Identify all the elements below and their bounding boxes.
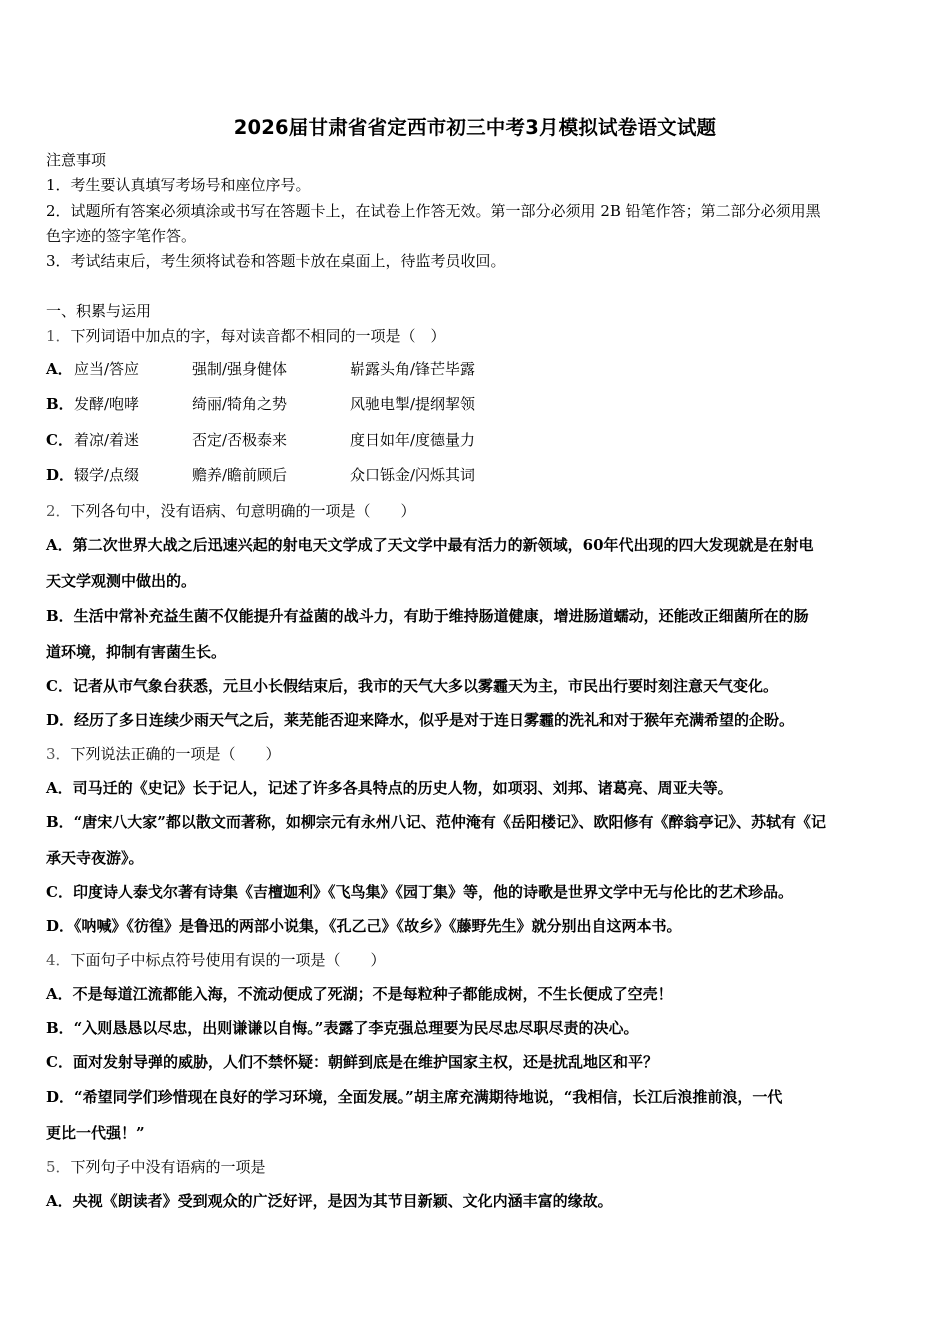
question-number: 3． xyxy=(46,745,71,763)
notice-item: 1．考生要认真填写考场号和座位序号。 xyxy=(46,176,311,194)
option-line[interactable]: B．生活中常补充益生菌不仅能提升有益菌的战斗力，有助于维持肠道健康，增进肠道蠕动，还能改正细菌所在的肠 xyxy=(46,607,809,625)
question-number: 1． xyxy=(46,327,71,345)
option-line: 更比一代强！” xyxy=(46,1124,145,1142)
page-title: 2026届甘肃省省定西市初三中考3月模拟试卷语文试题 xyxy=(233,116,717,139)
question-text: 下列句子中没有语病的一项是 xyxy=(70,1158,266,1176)
option-word: 强制/强身健体 xyxy=(192,360,288,378)
option-line: 道环境，抑制有害菌生长。 xyxy=(46,643,227,661)
option-word: 发酵/咆哮 xyxy=(74,395,140,413)
option-line[interactable]: A．不是每道江流都能入海，不流动便成了死湖；不是每粒种子都能成树，不生长便成了空壳！ xyxy=(46,985,673,1003)
question-4-stem xyxy=(46,949,386,971)
option-letter: C． xyxy=(46,431,73,449)
option-letter: D． xyxy=(46,466,75,484)
option-word: 否定/否极泰来 xyxy=(192,431,288,449)
question-number: 4． xyxy=(46,951,71,969)
option-letter: A． xyxy=(46,360,73,378)
question-number: 5． xyxy=(46,1158,71,1176)
question-text: 下面句子中标点符号使用有误的一项是（ ） xyxy=(70,951,386,969)
question-3-stem xyxy=(46,743,281,765)
question-text: 下列说法正确的一项是（ ） xyxy=(70,745,281,763)
question-5-stem xyxy=(46,1156,266,1178)
option-line[interactable]: C．面对发射导弹的威胁，人们不禁怀疑：朝鲜到底是在维护国家主权，还是扰乱地区和平？ xyxy=(46,1053,658,1071)
option-line[interactable]: A．央视《朗读者》受到观众的广泛好评，是因为其节目新颖、文化内涵丰富的缘故。 xyxy=(46,1192,613,1210)
option-line[interactable]: D．《呐喊》《彷徨》是鲁迅的两部小说集，《孔乙己》《故乡》《藤野先生》就分别出自这两本书。 xyxy=(46,917,682,935)
option-word: 应当/答应 xyxy=(74,360,140,378)
option-word: 众口铄金/闪烁其词 xyxy=(350,466,476,484)
question-text: 下列词语中加点的字，每对读音都不相同的一项是（ ） xyxy=(70,327,446,345)
option-line[interactable]: D．经历了多日连续少雨天气之后，莱芜能否迎来降水，似乎是对于连日雾霾的洗礼和对于猴年充满希望的企盼。 xyxy=(46,711,795,729)
option-word: 度日如年/度德量力 xyxy=(350,431,476,449)
option-line[interactable]: C．记者从市气象台获悉，元旦小长假结束后，我市的天气大多以雾霾天为主，市民出行要时刻注意天气变化。 xyxy=(46,677,778,695)
notice-item: 色字迹的签字笔作答。 xyxy=(46,227,197,245)
option-line: 承天寺夜游》。 xyxy=(46,849,144,867)
notice-heading: 注意事项 xyxy=(46,151,107,169)
question-2-stem xyxy=(46,500,416,522)
notice-item: 2．试题所有答案必须填涂或书写在答题卡上，在试卷上作答无效。第一部分必须用 2B 铅笔作答；第二部分必须用黑 xyxy=(46,202,821,220)
option-line[interactable]: D．“希望同学们珍惜现在良好的学习环境，全面发展。”胡主席充满期待地说，“我相信，长江后浪推前浪，一代 xyxy=(46,1088,783,1106)
option-word: 辍学/点缀 xyxy=(74,466,140,484)
option-line: 天文学观测中做出的。 xyxy=(46,572,197,590)
option-line[interactable]: B．“唐宋八大家”都以散文而著称，如柳宗元有永州八记、范仲淹有《岳阳楼记》、欧阳修有《醉翁亭记》、苏轼有《记 xyxy=(46,813,826,831)
option-line[interactable]: A．司马迁的《史记》长于记人，记述了许多各具特点的历史人物，如项羽、刘邦、诸葛亮、周亚夫等。 xyxy=(46,779,733,797)
option-line[interactable]: B．“入则恳恳以尽忠，出则谦谦以自悔。”表露了李克强总理要为民尽忠尽职尽责的决心。 xyxy=(46,1019,639,1037)
option-line[interactable]: C．印度诗人泰戈尔著有诗集《吉檀迦利》《飞鸟集》《园丁集》等，他的诗歌是世界文学中无与伦比的艺术珍品。 xyxy=(46,883,793,901)
option-letter: B． xyxy=(46,395,74,413)
option-word: 赡养/瞻前顾后 xyxy=(192,466,288,484)
question-text: 下列各句中，没有语病、句意明确的一项是（ ） xyxy=(70,502,416,520)
question-number: 2． xyxy=(46,502,71,520)
option-word: 风驰电掣/提纲挈领 xyxy=(350,395,476,413)
question-1-stem xyxy=(46,325,446,347)
option-word: 崭露头角/锋芒毕露 xyxy=(350,360,476,378)
option-word: 着凉/着迷 xyxy=(74,431,140,449)
section-heading: 一、积累与运用 xyxy=(46,302,152,320)
notice-item: 3．考试结束后，考生须将试卷和答题卡放在桌面上，待监考员收回。 xyxy=(46,252,506,270)
option-line[interactable]: A．第二次世界大战之后迅速兴起的射电天文学成了天文学中最有活力的新领域，60年代出现的四大发现就是在射电 xyxy=(46,536,814,554)
option-word: 绮丽/犄角之势 xyxy=(192,395,288,413)
